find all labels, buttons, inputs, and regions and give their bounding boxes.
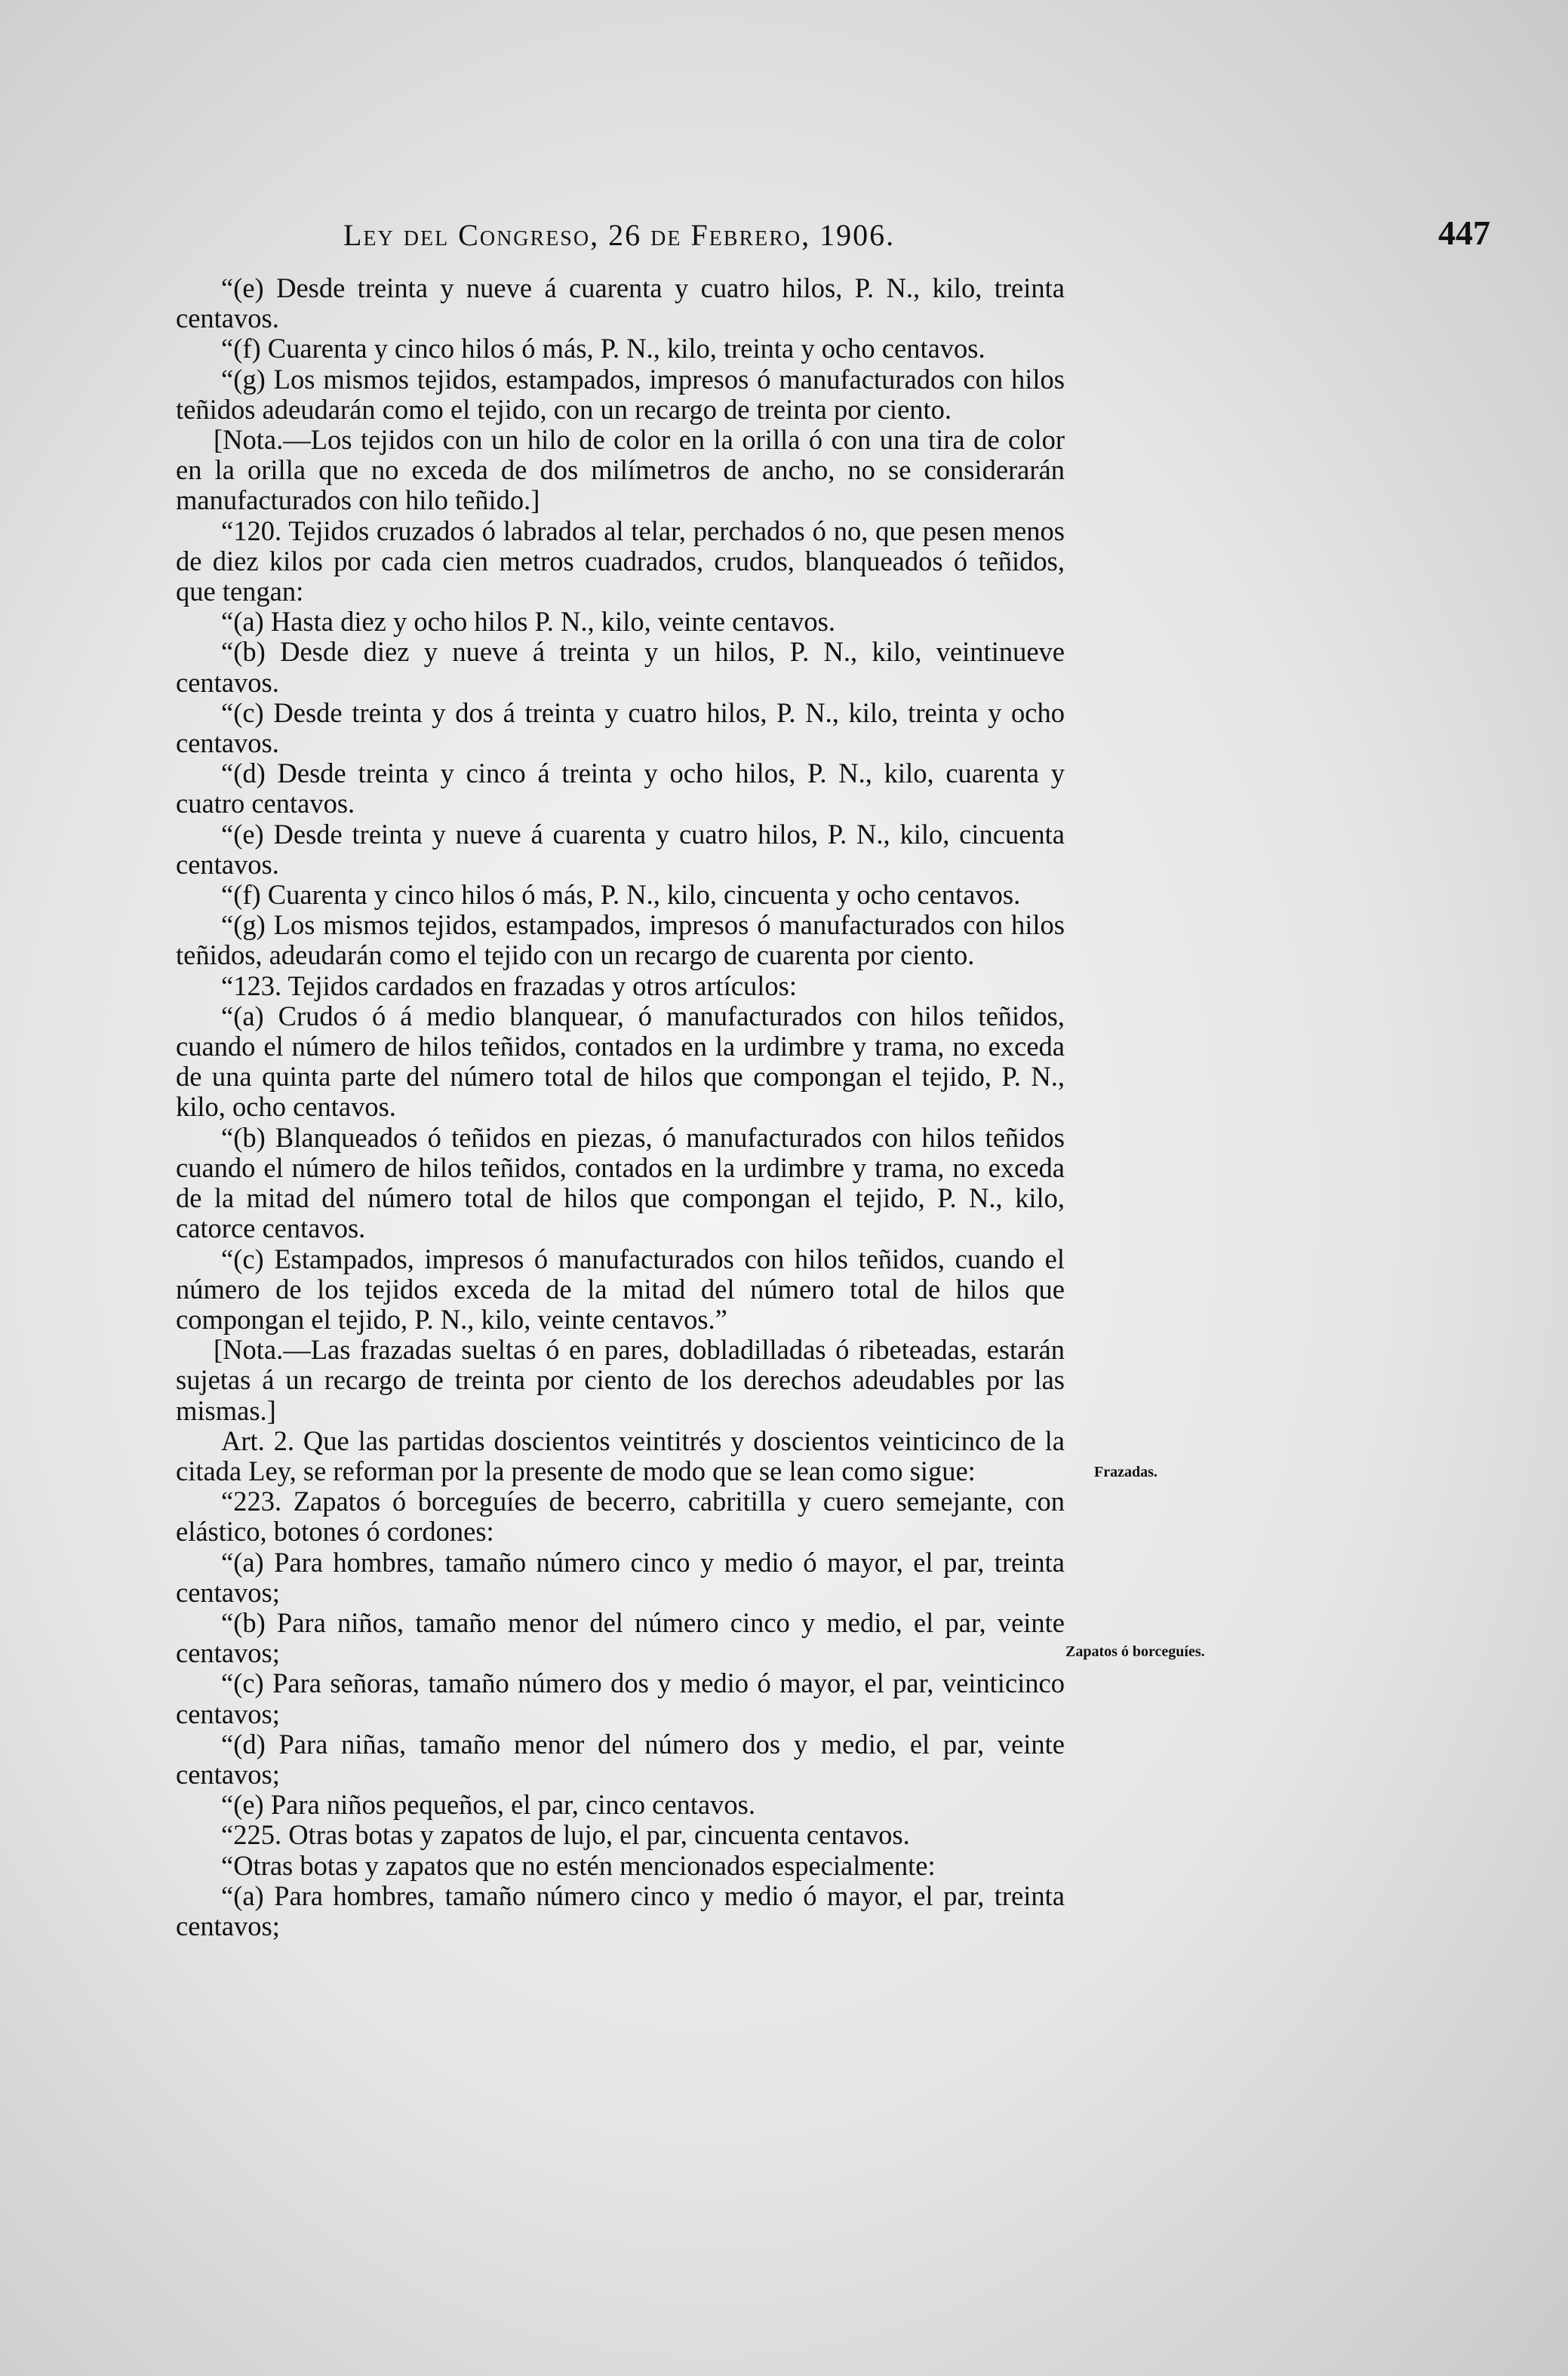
page-number: 447 [1438,214,1490,252]
sidenote-zapatos: Zapatos ó borceguíes. [1065,1643,1205,1660]
paragraph-123: “123. Tejidos cardados en frazadas y otros artículos: [221,970,798,1001]
note-hilo-color: [Nota.—Los tejidos con un hilo de color en la orilla ó con una tira de color en la orilla que no exceda de dos milímetros de ancho, no se considerarán manufacturados con hilo teñido.] [176,424,1065,516]
running-head: Ley del Congreso, 26 de Febrero, 1906. [343,218,896,252]
paragraph-otras-a: “(a) Para hombres, tamaño número cinco y medio ó mayor, el par, treinta centavos; [176,1880,1065,1941]
paragraph-120-d: “(d) Desde treinta y cinco á treinta y ocho hilos, P. N., kilo, cuarenta y cuatro centavos. [176,758,1065,819]
paragraph-223-d: “(d) Para niñas, tamaño menor del número dos y medio, el par, veinte centavos; [176,1728,1065,1790]
page-header [343,213,1490,258]
paragraph-123-b: “(b) Blanqueados ó teñidos en piezas, ó manufacturados con hilos teñidos cuando el número de hilos teñidos, contados en la urdimbre y trama, no exceda de la mitad del número total de hilos que compongan el tejido, P. N., kilo, catorce centavos. [176,1121,1065,1244]
body-text [176,273,1065,1941]
paragraph-223-e: “(e) Para niños pequeños, el par, cinco centavos. [221,1789,755,1821]
paragraph-120-b: “(b) Desde diez y nueve á treinta y un hilos, P. N., kilo, veintinueve centavos. [176,636,1065,698]
paragraph-123-a: “(a) Crudos ó á medio blanquear, ó manufacturados con hilos teñidos, cuando el número de hilos teñidos, contados en la urdimbre y trama, no exceda de una quinta parte del número total de hilos que compongan el tejido, P. N., kilo, ocho centavos. [176,1000,1065,1123]
paragraph-120-f: “(f) Cuarenta y cinco hilos ó más, P. N., kilo, cincuenta y ocho centavos. [221,879,1021,911]
paragraph-223-b: “(b) Para niños, tamaño menor del número cinco y medio, el par, veinte centavos; [176,1606,1065,1669]
paragraph-123-c: “(c) Estampados, impresos ó manufacturados con hilos teñidos, cuando el número de los tejidos exceda de la mitad del número total de hilos que compongan el tejido, P. N., kilo, veinte centavos.” [176,1243,1065,1335]
paragraph-120-a: “(a) Hasta diez y ocho hilos P. N., kilo, veinte centavos. [221,606,835,638]
sidenote-frazadas: Frazadas. [1094,1464,1158,1480]
paragraph-225: “225. Otras botas y zapatos de lujo, el par, cincuenta centavos. [221,1819,910,1851]
paragraph-art-2: Art. 2. Que las partidas doscientos veintitrés y doscientos veinticinco de la citada Ley, se reforman por la presente de modo que se lean como sigue: [176,1425,1065,1486]
paragraph-otras-botas: “Otras botas y zapatos que no estén mencionados especialmente: [221,1849,936,1881]
paragraph-120: “120. Tejidos cruzados ó labrados al telar, perchados ó no, que pesen menos de diez kilos por cada cien metros cuadrados, crudos, blanqueados ó teñidos, que tengan: [176,515,1065,607]
paragraph-223-c: “(c) Para señoras, tamaño número dos y medio ó mayor, el par, veinticinco centavos; [176,1668,1065,1729]
paragraph-120-e: “(e) Desde treinta y nueve á cuarenta y cuatro hilos, P. N., kilo, cincuenta centavos. [176,818,1065,880]
paragraph-223: “223. Zapatos ó borceguíes de becerro, cabritilla y cuero semejante, con elástico, botones ó cordones: [176,1486,1065,1548]
note-frazadas: [Nota.—Las frazadas sueltas ó en pares, dobladilladas ó ribeteadas, estarán sujetas á un recargo de treinta por ciento de los derechos adeudables por las mismas.] [176,1334,1065,1426]
paragraph-120-c: “(c) Desde treinta y dos á treinta y cuatro hilos, P. N., kilo, treinta y ocho centavos. [176,696,1065,759]
paragraph-f-45: “(f) Cuarenta y cinco hilos ó más, P. N., kilo, treinta y ocho centavos. [221,333,985,364]
paragraph-223-a: “(a) Para hombres, tamaño número cinco y medio ó mayor, el par, treinta centavos; [176,1546,1065,1608]
paragraph-g-estampados: “(g) Los mismos tejidos, estampados, impresos ó manufacturados con hilos teñidos adeudarán como el tejido, con un recargo de treinta por ciento. [176,363,1065,425]
paragraph-120-g: “(g) Los mismos tejidos, estampados, impresos ó manufacturados con hilos teñidos, adeudarán como el tejido con un recargo de cuarenta por ciento. [176,909,1065,971]
paragraph-e-39-44: “(e) Desde treinta y nueve á cuarenta y cuatro hilos, P. N., kilo, treinta centavos. [176,272,1065,334]
